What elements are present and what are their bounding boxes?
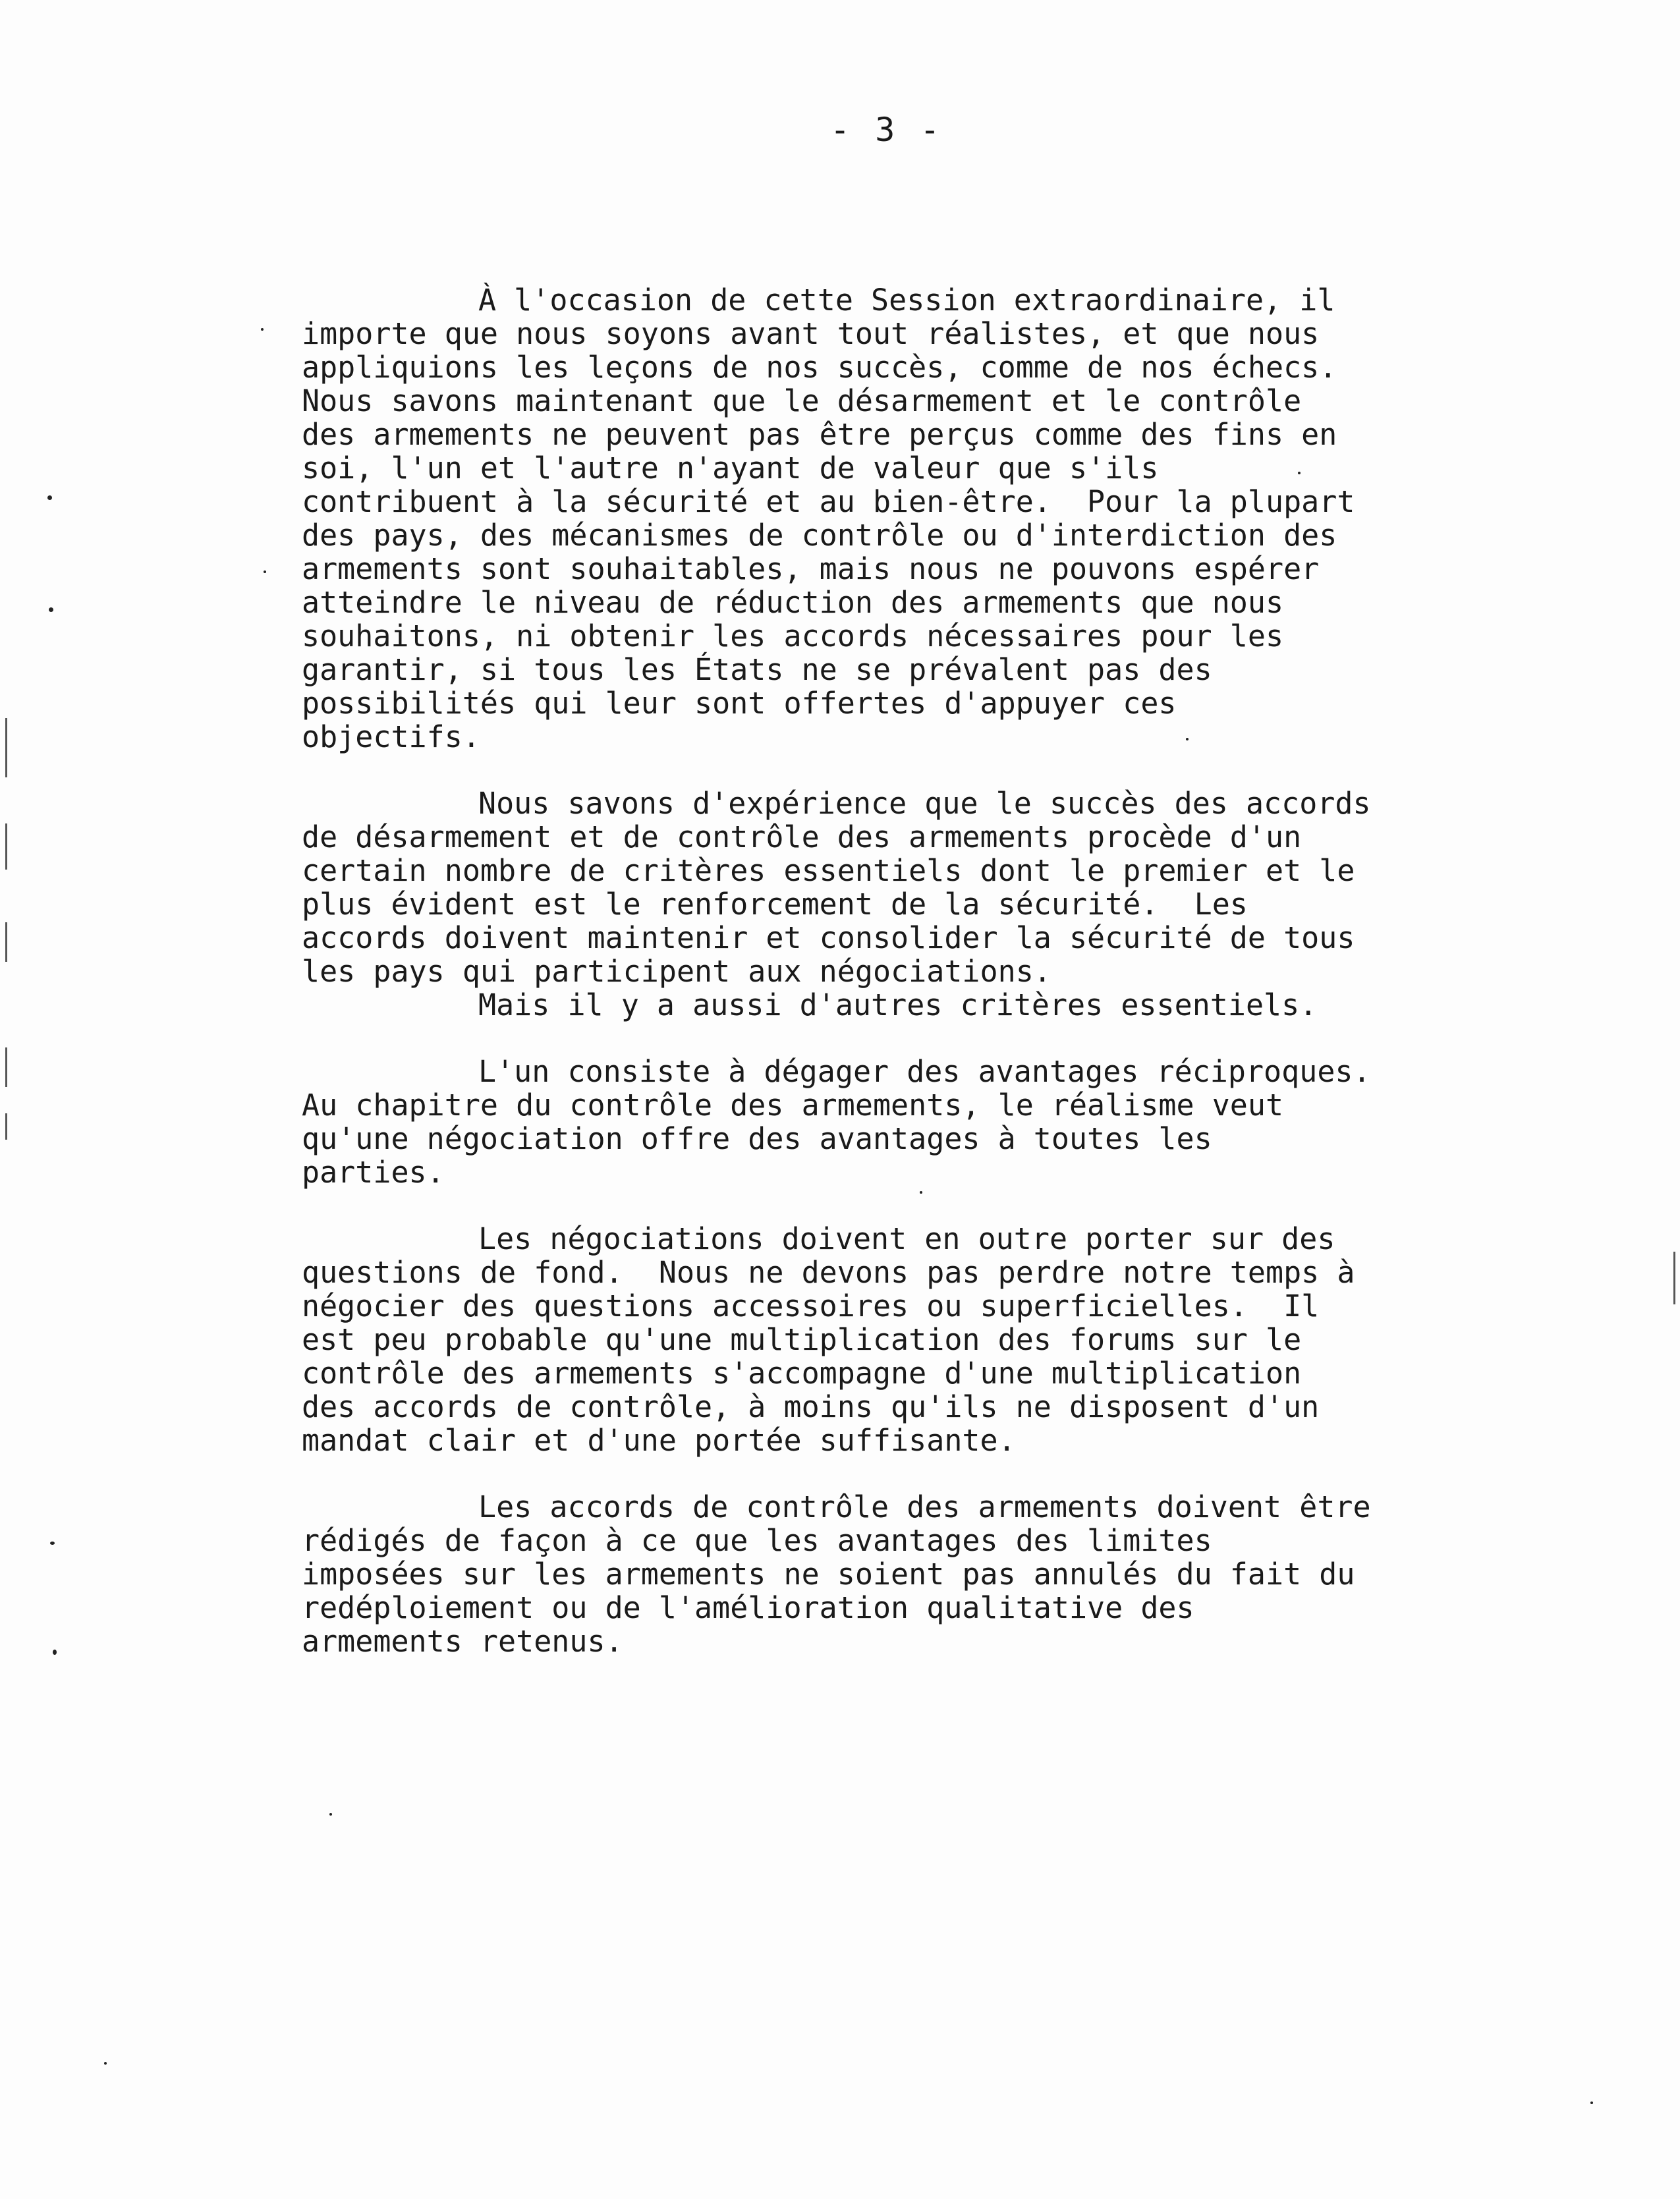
text-line: accords doivent maintenir et consolider la sécurité de tous: [302, 920, 1355, 955]
text-line: des pays, des mécanismes de contrôle ou d'interdiction des: [302, 518, 1337, 553]
text-line: souhaitons, ni obtenir les accords nécessaires pour les: [302, 619, 1284, 654]
text-line: possibilités qui leur sont offertes d'appuyer ces: [302, 686, 1177, 721]
scan-edge-mark: [5, 1047, 7, 1087]
text-line: Les négociations doivent en outre porter sur des: [478, 1221, 1335, 1256]
text-line: contrôle des armements s'accompagne d'une multiplication: [302, 1356, 1302, 1391]
text-line: Mais il y a aussi d'autres critères essentiels.: [478, 988, 1318, 1022]
text-line: importe que nous soyons avant tout réalistes, et que nous: [302, 316, 1320, 351]
paragraph: [302, 283, 1488, 754]
text-line: négocier des questions accessoires ou superficielles. Il: [302, 1289, 1320, 1323]
scan-speck: [920, 1191, 922, 1194]
scan-speck: [53, 1650, 57, 1655]
text-line: de désarmement et de contrôle des armements procède d'un: [302, 820, 1302, 854]
text-line: questions de fond. Nous ne devons pas perdre notre temps à: [302, 1255, 1355, 1290]
scan-edge-mark: [5, 823, 7, 870]
paragraph: [302, 787, 1488, 1022]
text-line: Au chapitre du contrôle des armements, le réalisme veut: [302, 1088, 1284, 1123]
scan-speck: [264, 571, 266, 573]
scan-edge-mark: [5, 718, 7, 777]
paragraph: [302, 1222, 1488, 1457]
scan-edge-mark: [5, 922, 7, 962]
text-line: Les accords de contrôle des armements doivent être: [478, 1489, 1371, 1524]
text-line: objectifs.: [302, 719, 480, 754]
text-line: armements sont souhaitables, mais nous ne pouvons espérer: [302, 551, 1320, 586]
scan-speck: [329, 1813, 332, 1816]
text-line: Nous savons maintenant que le désarmement et le contrôle: [302, 383, 1302, 418]
text-line: est peu probable qu'une multiplication des forums sur le: [302, 1322, 1302, 1357]
scan-speck: [1186, 738, 1189, 740]
scan-speck: [47, 495, 52, 500]
text-line: atteindre le niveau de réduction des armements que nous: [302, 585, 1284, 620]
paragraph: [302, 1490, 1488, 1658]
scan-speck: [50, 1542, 55, 1545]
text-line: contribuent à la sécurité et au bien-être. Pour la plupart: [302, 484, 1355, 519]
scan-speck: [261, 328, 264, 331]
text-line: les pays qui participent aux négociations.: [302, 954, 1051, 989]
text-line: armements retenus.: [302, 1624, 623, 1659]
text-line: L'un consiste à dégager des avantages réciproques.: [478, 1054, 1371, 1089]
text-line: plus évident est le renforcement de la sécurité. Les: [302, 887, 1248, 922]
body-text: [302, 283, 1488, 1691]
page-number: - 3 -: [830, 111, 943, 149]
scan-speck: [49, 607, 53, 612]
scan-speck: [104, 2062, 107, 2065]
text-line: Nous savons d'expérience que le succès des accords: [478, 786, 1371, 821]
text-line: imposées sur les armements ne soient pas annulés du fait du: [302, 1557, 1355, 1592]
text-line: garantir, si tous les États ne se prévalent pas des: [302, 652, 1212, 687]
text-line: mandat clair et d'une portée suffisante.: [302, 1423, 1016, 1458]
text-line: rédigés de façon à ce que les avantages des limites: [302, 1523, 1212, 1558]
text-line: des accords de contrôle, à moins qu'ils ne disposent d'un: [302, 1389, 1320, 1424]
text-line: appliquions les leçons de nos succès, comme de nos échecs.: [302, 350, 1337, 385]
text-line: certain nombre de critères essentiels dont le premier et le: [302, 853, 1355, 888]
text-line: redéploiement ou de l'amélioration qualitative des: [302, 1590, 1194, 1625]
scan-edge-mark: [1673, 1252, 1675, 1304]
text-line: qu'une négociation offre des avantages à toutes les: [302, 1121, 1212, 1156]
scan-speck: [1298, 472, 1301, 474]
scan-speck: [1590, 2102, 1593, 2104]
text-line: parties.: [302, 1155, 445, 1190]
text-line: À l'occasion de cette Session extraordinaire, il: [478, 283, 1335, 318]
text-line: des armements ne peuvent pas être perçus comme des fins en: [302, 417, 1337, 452]
scan-edge-mark: [5, 1113, 7, 1140]
paragraph: [302, 1055, 1488, 1189]
text-line: soi, l'un et l'autre n'ayant de valeur que s'ils: [302, 451, 1159, 486]
